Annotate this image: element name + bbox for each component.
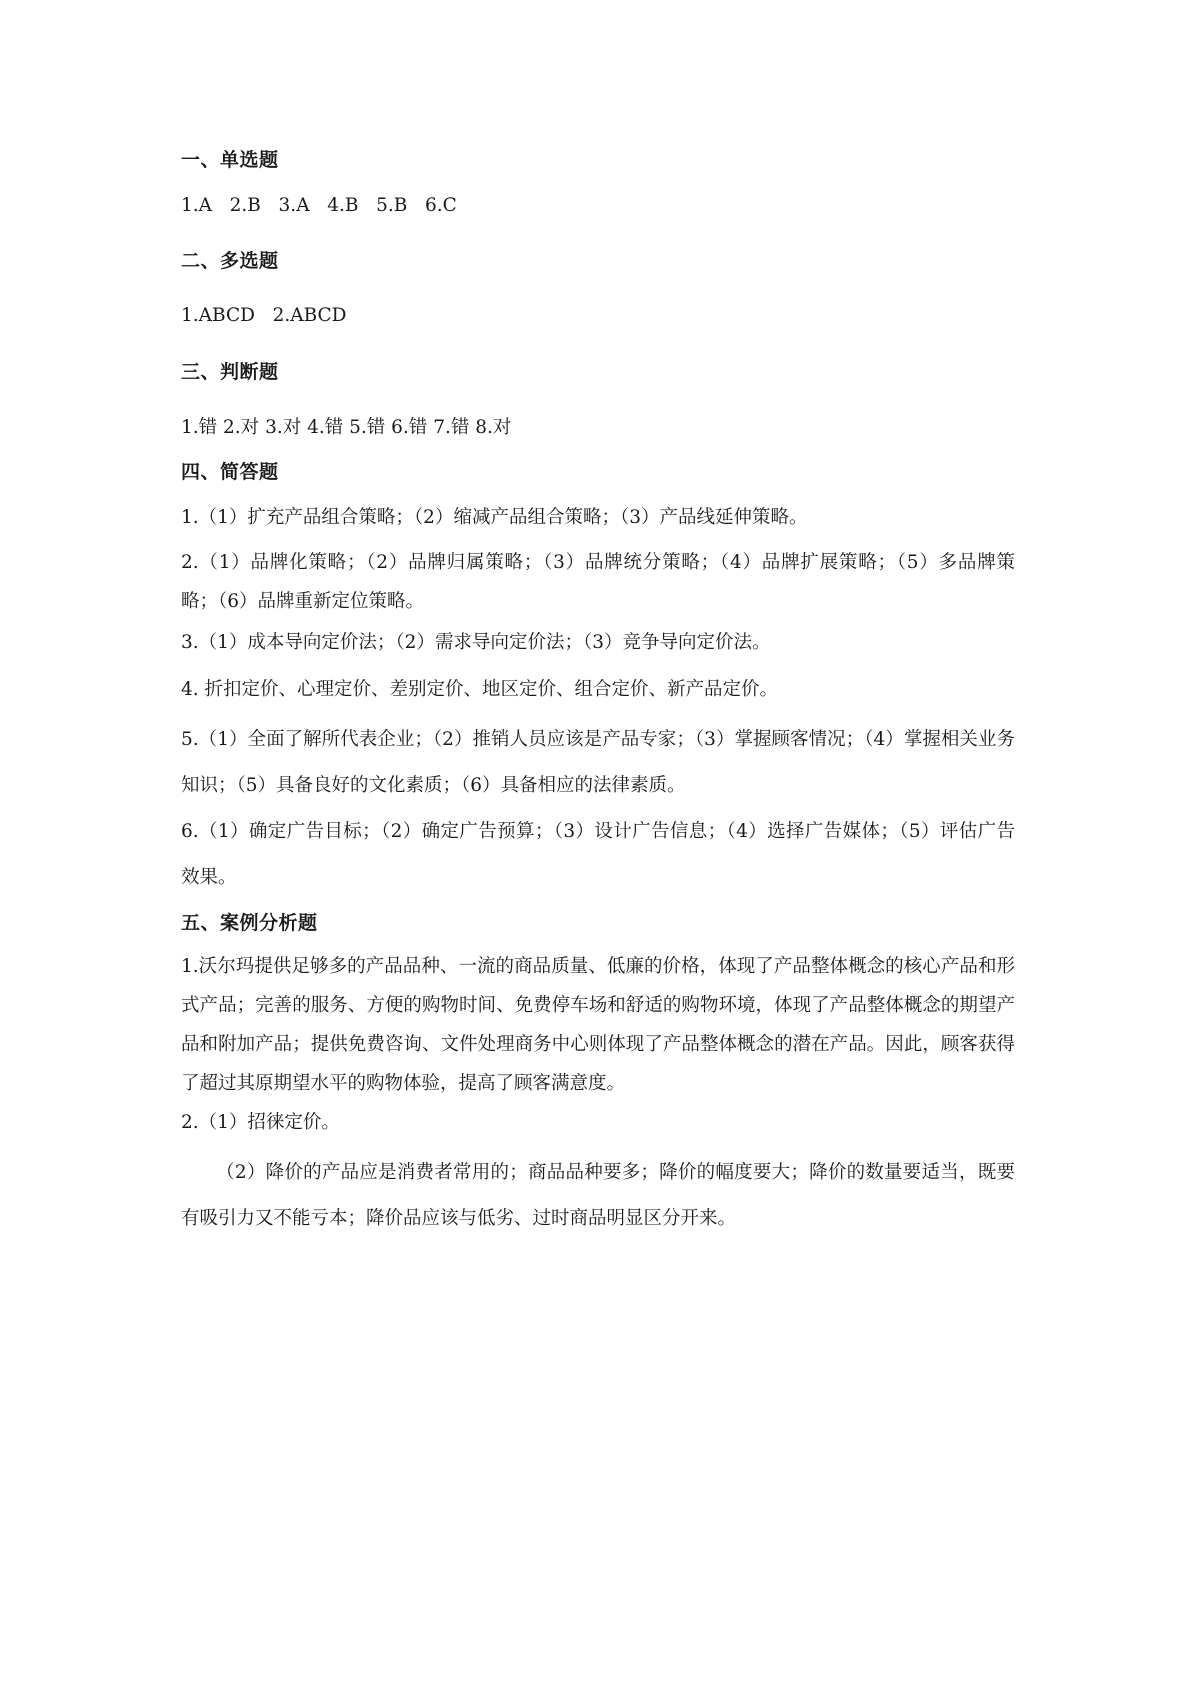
multiple-choice-answers: 1.ABCD 2.ABCD bbox=[181, 305, 347, 326]
answer-sheet bbox=[181, 150, 1015, 1242]
short-answer-item: 3.（1）成本导向定价法；（2）需求导向定价法；（3）竞争导向定价法。 bbox=[181, 632, 771, 653]
case-analysis-item: 2.（1）招徕定价。 bbox=[181, 1112, 340, 1133]
section-heading-true-false: 三、判断题 bbox=[181, 361, 279, 383]
section-heading-single-choice: 一、单选题 bbox=[181, 149, 279, 171]
case-analysis-item: 1.沃尔玛提供足够多的产品品种、一流的商品质量、低廉的价格，体现了产品整体概念的核心产品和形式产品；完善的服务、方便的购物时间、免费停车场和舒适的购物环境，体现了产品整体概念的期望产品和附加产品；提供免费咨询、文件处理商务中心则体现了产品整体概念的潜在产品。因此，顾客获得了超过其原期望水平的购物体验，提高了顾客满意度。 bbox=[181, 956, 1015, 1094]
section-heading-short-answer: 四、简答题 bbox=[181, 461, 279, 483]
short-answer-item: 5.（1）全面了解所代表企业；（2）推销人员应该是产品专家；（3）掌握顾客情况；（4）掌握相关业务知识；（5）具备良好的文化素质；（6）具备相应的法律素质。 bbox=[181, 729, 1015, 796]
short-answer-item: 1.（1）扩充产品组合策略；（2）缩减产品组合策略；（3）产品线延伸策略。 bbox=[181, 507, 808, 528]
single-choice-answers: 1.A 2.B 3.A 4.B 5.B 6.C bbox=[181, 195, 457, 216]
short-answer-item: 6.（1）确定广告目标；（2）确定广告预算；（3）设计广告信息；（4）选择广告媒体；（5）评估广告效果。 bbox=[181, 821, 1015, 888]
section-heading-case-analysis: 五、案例分析题 bbox=[181, 912, 318, 934]
true-false-answers: 1.错 2.对 3.对 4.错 5.错 6.错 7.错 8.对 bbox=[181, 417, 512, 438]
short-answer-item: 2.（1）品牌化策略；（2）品牌归属策略；（3）品牌统分策略；（4）品牌扩展策略；（5）多品牌策略；（6）品牌重新定位策略。 bbox=[181, 552, 1015, 612]
section-heading-multiple-choice: 二、多选题 bbox=[181, 250, 279, 272]
case-analysis-item: （2）降价的产品应是消费者常用的；商品品种要多；降价的幅度要大；降价的数量要适当，既要有吸引力又不能亏本；降价品应该与低劣、过时商品明显区分开来。 bbox=[181, 1162, 1015, 1229]
short-answer-item: 4. 折扣定价、心理定价、差别定价、地区定价、组合定价、新产品定价。 bbox=[181, 679, 779, 700]
